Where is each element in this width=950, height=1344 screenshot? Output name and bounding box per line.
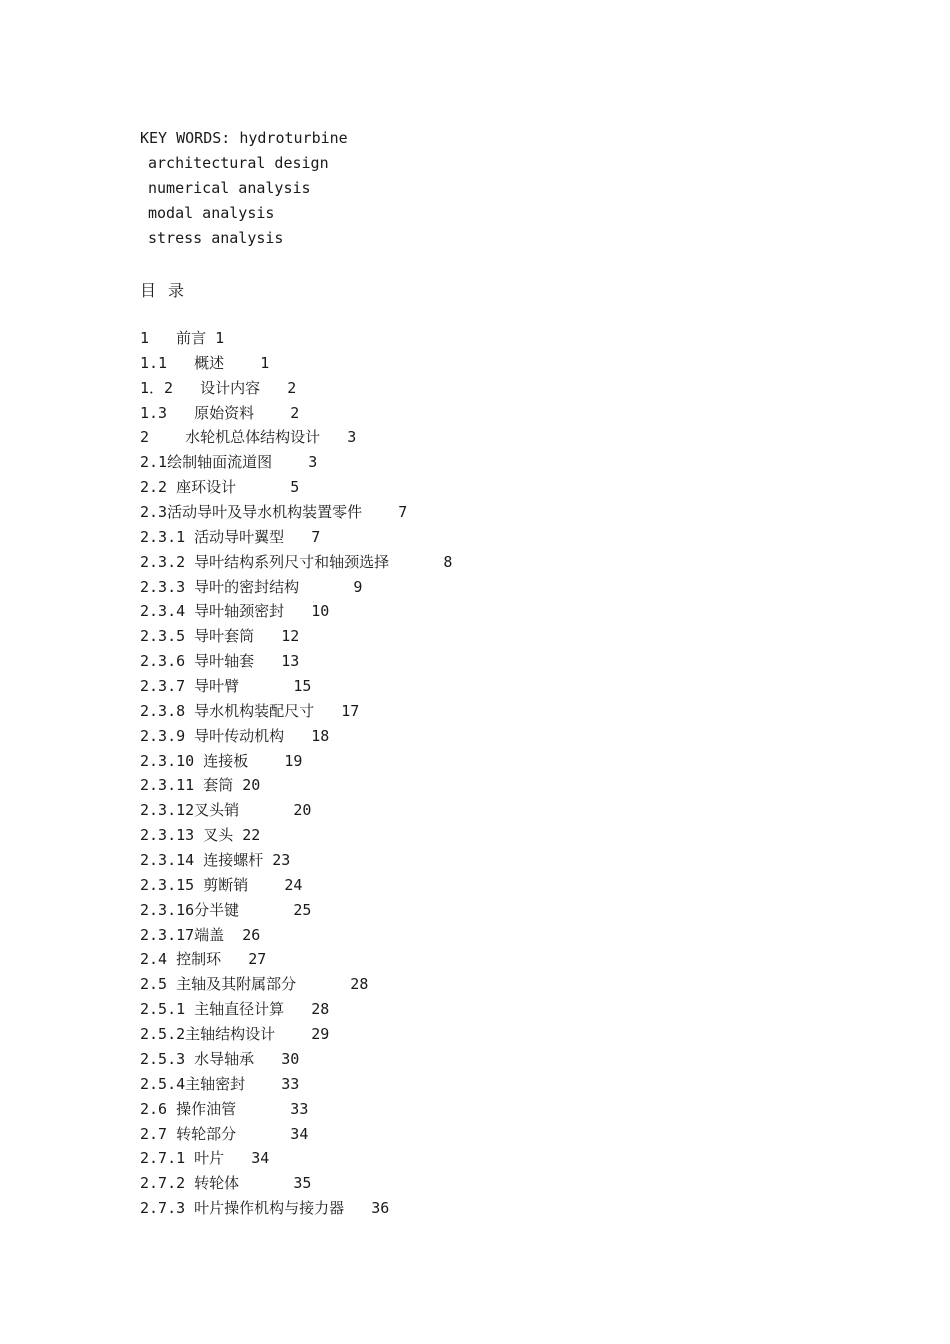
- toc-entry: 2.3.8 导水机构装配尺寸 17: [140, 701, 360, 720]
- toc-entry: 1 前言 1: [140, 329, 225, 347]
- toc-entry: 2.5.4主轴密封 33: [140, 1074, 300, 1093]
- toc-entry: 2.7.2 转轮体 35: [140, 1174, 312, 1193]
- toc-entry: 1.3 原始资料 2: [140, 403, 300, 422]
- table-of-contents: [140, 328, 452, 1223]
- toc-entry: 2.3.10 连接板 19: [140, 751, 303, 770]
- toc-entry: 2.5.1 主轴直径计算 28: [140, 1000, 330, 1019]
- toc-entry: 2.3.5 导叶套筒 12: [140, 627, 300, 646]
- toc-entry: 2.7 转轮部分 34: [140, 1124, 309, 1143]
- toc-entry: 2.3.11 套筒 20: [140, 776, 261, 795]
- toc-entry: 2 水轮机总体结构设计 3: [140, 428, 357, 447]
- keywords-block: [140, 128, 348, 253]
- toc-entry: 2.3.4 导叶轴颈密封 10: [140, 602, 330, 621]
- toc-entry: 2.3活动导叶及导水机构装置零件 7: [140, 503, 408, 522]
- toc-entry: 2.3.3 导叶的密封结构 9: [140, 577, 363, 596]
- toc-entry: 2.3.13 叉头 22: [140, 826, 261, 845]
- toc-entry: 2.7.3 叶片操作机构与接力器 36: [140, 1199, 390, 1218]
- toc-entry: 2.3.9 导叶传动机构 18: [140, 726, 330, 745]
- keyword-item: architectural design: [148, 154, 329, 172]
- toc-entry: 2.7.1 叶片 34: [140, 1149, 270, 1168]
- toc-entry: 2.3.15 剪断销 24: [140, 875, 303, 894]
- toc-entry: 2.3.2 导叶结构系列尺寸和轴颈选择 8: [140, 552, 453, 571]
- keyword-item: stress analysis: [148, 229, 284, 247]
- keywords-label: KEY WORDS: hydroturbine: [140, 129, 348, 147]
- toc-entry: 2.5.3 水导轴承 30: [140, 1049, 300, 1068]
- toc-entry: 2.3.7 导叶臂 15: [140, 677, 312, 696]
- toc-entry: 2.4 控制环 27: [140, 950, 267, 969]
- toc-entry: 1.1 概述 1: [140, 353, 270, 372]
- keyword-item: numerical analysis: [148, 179, 311, 197]
- toc-entry: 2.3.12叉头销 20: [140, 801, 312, 820]
- toc-entry: 2.5.2主轴结构设计 29: [140, 1025, 330, 1044]
- toc-entry: 2.5 主轴及其附属部分 28: [140, 975, 369, 994]
- toc-entry: 2.3.1 活动导叶翼型 7: [140, 527, 321, 546]
- keyword-item: modal analysis: [148, 204, 275, 222]
- toc-entry: 2.2 座环设计 5: [140, 478, 300, 497]
- toc-entry: 2.3.17端盖 26: [140, 925, 261, 944]
- toc-heading: 目录: [140, 281, 197, 300]
- toc-entry: 1．2 设计内容 2: [140, 378, 297, 397]
- toc-entry: 2.6 操作油管 33: [140, 1099, 309, 1118]
- toc-entry: 2.3.6 导叶轴套 13: [140, 652, 300, 671]
- toc-entry: 2.3.16分半键 25: [140, 900, 312, 919]
- toc-entry: 2.1绘制轴面流道图 3: [140, 453, 318, 472]
- toc-entry: 2.3.14 连接螺杆 23: [140, 851, 291, 870]
